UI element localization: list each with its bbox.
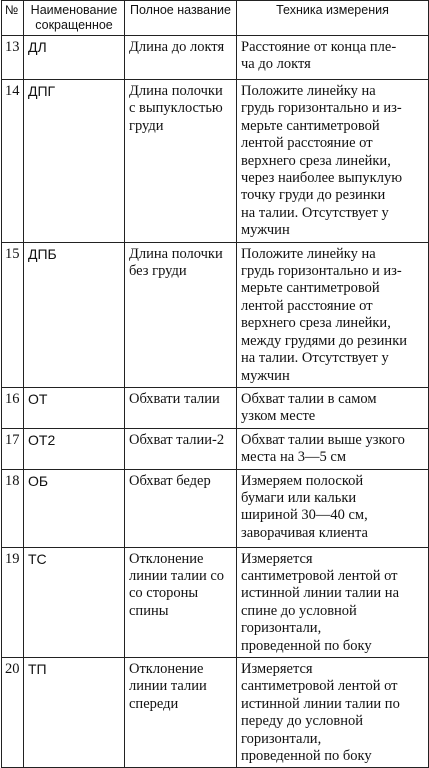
row-number: 14 (2, 80, 24, 243)
header-number: № (2, 1, 24, 36)
table-row (2, 657, 429, 767)
row-technique: Обхват талии в самом узком месте (237, 387, 429, 428)
table-row (2, 387, 429, 428)
row-technique: Положите линейку на грудь горизонтально и из- мерьте сантиметровой лентой расстояние от верхнего среза линейки, через наиболее выпуклую точку груди до резинки на талии. Отсутствует у мужчин (237, 80, 429, 243)
table-row (2, 36, 429, 80)
row-full-name: Длина полочки без груди (125, 242, 237, 387)
row-abbreviation: ДПГ (24, 80, 125, 243)
row-abbreviation: ОТ (24, 387, 125, 428)
row-full-name: Обхвати талии (125, 387, 237, 428)
row-number: 13 (2, 36, 24, 80)
row-technique: Положите линейку на грудь горизонтально и из- мерьте сантиметровой лентой расстояние от верхнего среза линейки, между грудями до резинки на талии. Отсутствует у мужчин (237, 242, 429, 387)
row-number: 17 (2, 428, 24, 469)
table-row (2, 242, 429, 387)
row-technique: Расстояние от конца пле- ча до локтя (237, 36, 429, 80)
row-number: 19 (2, 547, 24, 657)
row-abbreviation: ОТ2 (24, 428, 125, 469)
row-abbreviation: ДПБ (24, 242, 125, 387)
row-full-name: Обхват бедер (125, 469, 237, 547)
row-technique: Измеряем полоской бумаги или кальки шириной 30—40 см, заворачивая клиента (237, 469, 429, 547)
row-number: 18 (2, 469, 24, 547)
row-full-name: Отклонение линии талии спереди (125, 657, 237, 767)
row-abbreviation: ОБ (24, 469, 125, 547)
table-body (2, 36, 429, 768)
header-technique: Техника измерения (237, 1, 429, 36)
row-technique: Измеряется сантиметровой лентой от истинной линии талии на спине до условной горизонтали, проведенной по боку (237, 547, 429, 657)
table-row (2, 80, 429, 243)
row-technique: Обхват талии выше узкого места на 3—5 см (237, 428, 429, 469)
row-technique: Измеряется сантиметровой лентой от истинной линии талии по переду до условной горизонтали, проведенной по боку (237, 657, 429, 767)
table-header (2, 1, 429, 36)
table-row (2, 547, 429, 657)
header-row (2, 1, 429, 36)
row-number: 20 (2, 657, 24, 767)
row-full-name: Длина до локтя (125, 36, 237, 80)
table-row (2, 428, 429, 469)
measurements-table (1, 0, 429, 768)
row-number: 15 (2, 242, 24, 387)
header-abbreviation: Наименование сокращенное (24, 1, 125, 36)
row-full-name: Обхват талии-2 (125, 428, 237, 469)
row-full-name: Отклонение линии талии со со стороны спины (125, 547, 237, 657)
row-full-name: Длина полочки с выпуклостью груди (125, 80, 237, 243)
row-abbreviation: ТС (24, 547, 125, 657)
row-abbreviation: ТП (24, 657, 125, 767)
row-number: 16 (2, 387, 24, 428)
table-row (2, 469, 429, 547)
header-full-name: Полное название (125, 1, 237, 36)
row-abbreviation: ДЛ (24, 36, 125, 80)
